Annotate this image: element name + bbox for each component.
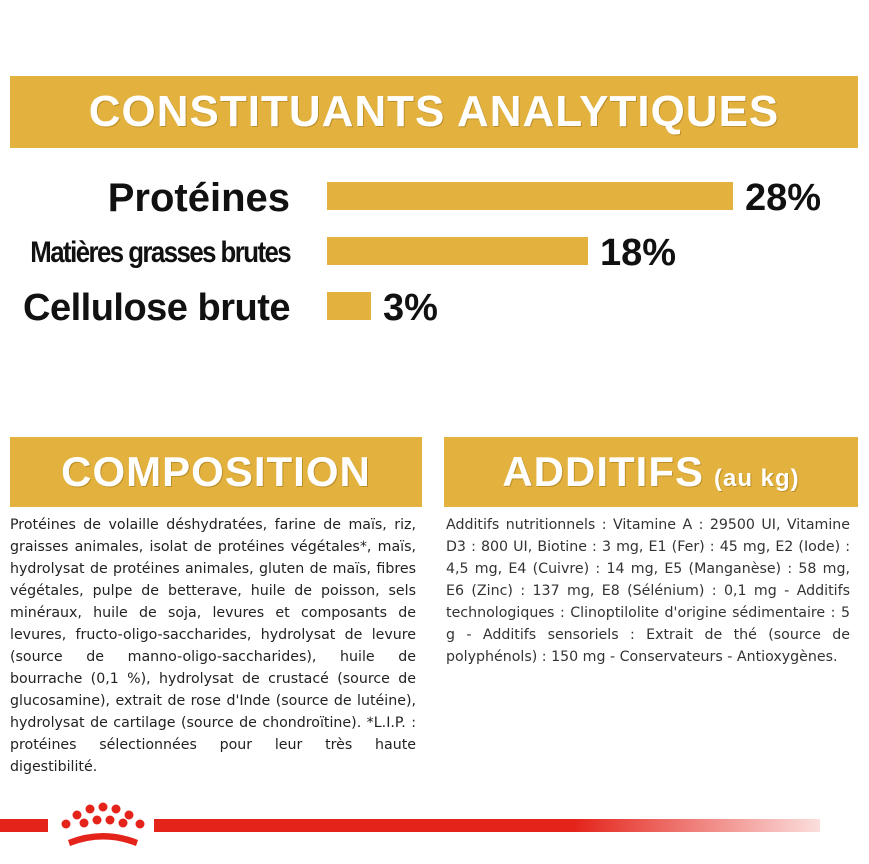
bar-label-matieres-grasses: Matières grasses brutes [30, 236, 290, 269]
composition-text: Protéines de volaille déshydratées, farine de maïs, riz, graisses animales, isolat de protéines végétales*, maïs, hydrolysat de protéines animales, gluten de maïs, fibres végétales, pulpe de betterave, huile de poisson, sels minéraux, huile de soja, levures et composants de levures, fructo-oligo-saccharides, hydrolysat de levure (source de manno-oligo-saccharides), huile de bourrache (0,1 %), hydrolysat de crustacé (source de glucosamine), extrait de rose d'Inde (source de lutéine), hydrolysat de cartilage (source de chondroïtine). *L.I.P. : protéines sélectionnées pour leur très haute digestibilité. [10, 517, 416, 775]
composition-banner [10, 437, 422, 507]
additifs-title: ADDITIFS [502, 448, 704, 495]
brand-logo [48, 796, 154, 848]
bar-label-proteines: Protéines [107, 176, 290, 220]
bar-proteines [327, 182, 733, 210]
bar-matieres-grasses [327, 237, 588, 265]
bar-value-cellulose: 3% [383, 287, 438, 329]
bar-value-proteines: 28% [745, 177, 822, 219]
additifs-text: Additifs nutritionnels : Vitamine A : 29500 UI, Vitamine D3 : 800 UI, Biotine : 3 mg, E1 (Fer) : 45 mg, E2 (Iode) : 4,5 mg, E4 (Cuivre) : 14 mg, E5 (Manganèse) : 58 mg, E6 (Zinc) : 137 mg, E8 (Sélénium) : 0,1 mg - Additifs technologiques : Clinoptilolite d'origine sédimentaire : 5 g - Additifs sensoriels : Extrait de thé (source de polyphénols) : 150 mg - Conservateurs - Antioxygènes. [446, 517, 850, 665]
composition-title: COMPOSITION [61, 448, 371, 495]
bar-row-proteines [0, 176, 869, 220]
additifs-banner [444, 437, 858, 507]
bar-value-matieres-grasses: 18% [600, 232, 677, 274]
crown-icon [48, 796, 154, 848]
additifs-subtitle: (au kg) [713, 465, 800, 492]
bar-label-cellulose: Cellulose brute [23, 287, 290, 329]
analytiques-banner [10, 76, 858, 148]
analytiques-title: CONSTITUANTS ANALYTIQUES [88, 87, 780, 136]
bar-row-cellulose [0, 286, 869, 330]
bar-cellulose [327, 292, 371, 320]
bar-row-matieres-grasses [0, 231, 869, 275]
